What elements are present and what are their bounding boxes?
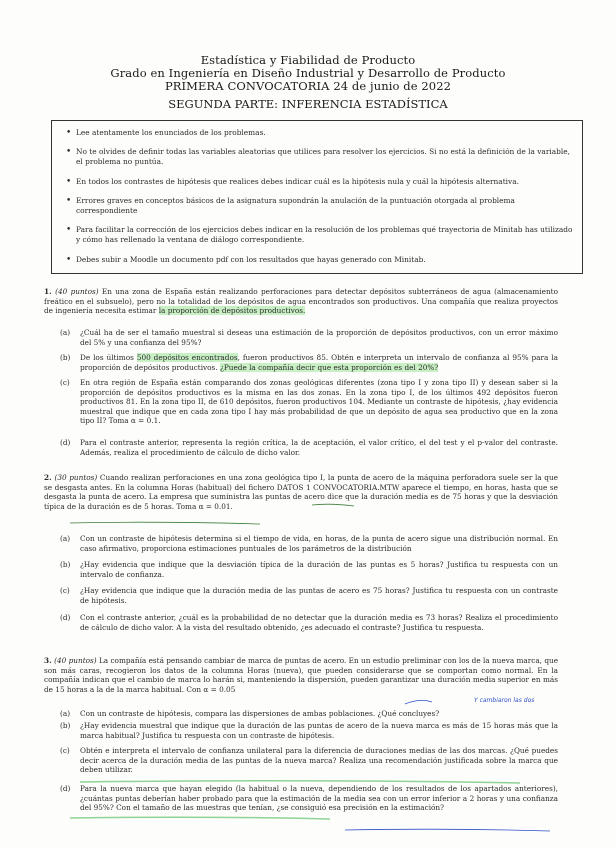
problem-number: 2.	[44, 473, 55, 482]
underline-mark	[70, 522, 260, 524]
underline-mark	[312, 504, 354, 506]
section-title: SEGUNDA PARTE: INFERENCIA ESTADÍSTICA	[168, 97, 448, 111]
problem-statement: La compañía está pensando cambiar de marca de puntas de acero. En un estudio preliminar con los de la nueva marca, que son más caras, recogieron los datos de la columna Horas (nueva), que pueden considerarse que se comportan como normal. En la compañía indican que el cambio de marca lo harán si, manteniendo la dispersión, pueden garantizar una duración media superior en más de 15 horas a la de la marca habitual. Con α = 0.05	[44, 656, 559, 694]
problem-1-part-b: (b) De los últimos 500 depósitos encontrados, fueron productivos 85. Obtén e interpreta un intervalo de confianza al 95% para la proporción de depósitos productivos. ¿Puede la compañía decir que esta proporción es del 20%?	[60, 353, 558, 372]
highlight-mark	[80, 781, 520, 783]
problem-2-part-b: (b) ¿Hay evidencia que indique que la desviación típica de la duración de las puntas es 5 horas? Justifica tu respuesta con un intervalo de confianza.	[60, 560, 558, 579]
problem-1-part-c: (c) En otra región de España están comparando dos zonas geológicas diferentes (zona tipo I y zona tipo II) y desean saber si la proporción de depósitos productivos es la misma en las dos zonas. En la zona tipo I, de los últimos 492 depósitos fueron productivos 81. En la zona tipo II, de 610 depósitos, fueron productivos 104. Mediante un contraste de hipótesis, ¿hay evidencia muestral que indique que en cada zona tipo I hay más probabilidad de que un depósito de agua sea productivo que en la zona tipo II? Toma α = 0.1.	[60, 378, 558, 426]
problem-number: 1.	[44, 287, 56, 296]
problem-3-part-d: (d) Para la nueva marca que hayan elegido (la habitual o la nueva, dependiendo de los resultados de los apartados anteriores), ¿cuántas puntas deberían haber probado para que la estimación de la media sea con un error inferior a 2 horas y una confianza del 95%? Con el tamaño de las muestras que tenían, ¿se consiguió esa precisión en la estimación?	[60, 784, 558, 813]
instruction-item: • Lee atentamente los enunciados de los problemas.	[66, 128, 266, 138]
bullet-icon: •	[66, 196, 72, 206]
instruction-item: • No te olvides de definir todas las variables aleatorias que utilices para resolver los ejercicios. Si no está la definición de la variable, el problema no puntúa.	[66, 147, 570, 166]
problem-statement: Cuando realizan perforaciones en una zona geológica tipo I, la punta de acero de la máquina perforadora suele ser la que se desgasta antes. En la columna Horas (habitual) del fichero DATOS 1 CONVOCATORIA.MTW aparece el tiempo, en horas, hasta que se desgasta la punta de acero. La empresa que suministra las puntas de acero dice que la duración media es de 75 horas y que la desviación típica de la duración es de 5 horas. Toma α = 0.01.	[44, 473, 558, 511]
bullet-icon: •	[66, 128, 72, 138]
bullet-icon: •	[66, 255, 72, 265]
problem-1-part-d: (d) Para el contraste anterior, representa la región crítica, la de aceptación, el valor crítico, el del test y el p-valor del contraste. Además, realiza el procedimiento de cálculo de dicho valor.	[60, 438, 558, 457]
exam-session: PRIMERA CONVOCATORIA 24 de junio de 2022	[164, 79, 452, 93]
instruction-item: • Errores graves en conceptos básicos de la asignatura supondrán la anulación de la puntuación otorgada al problema correspondiente	[66, 196, 515, 215]
pen-mark	[345, 829, 550, 831]
instruction-item: • En todos los contrastes de hipótesis que realices debes indicar cuál es la hipótesis nula y cuál la hipótesis alternativa.	[66, 177, 519, 187]
bullet-icon: •	[66, 177, 72, 187]
highlight-mark	[70, 817, 330, 819]
pen-mark	[405, 700, 432, 704]
highlighted-text: la proporción de depósitos productivos.	[158, 306, 306, 316]
instruction-item: • Debes subir a Moodle un documento pdf con los resultados que hayas generado con Minitab.	[66, 255, 426, 265]
handwritten-note: Y cambiaron las dos	[474, 697, 535, 704]
course-title: Estadística y Fiabilidad de Producto	[200, 53, 416, 67]
problem-number: 3.	[44, 656, 55, 665]
problem-2-part-c: (c) ¿Hay evidencia que indique que la duración media de las puntas de acero es 75 horas? Justifica tu respuesta con un contraste de hipótesis.	[60, 586, 558, 605]
problem-2-part-d: (d) Con el contraste anterior, ¿cuál es la probabilidad de no detectar que la duración media es 73 horas? Realiza el procedimiento de cálculo de dicho valor. A la vista del resultado obtenido, ¿es adecuado el contraste? Justifica tu respuesta.	[60, 613, 558, 632]
degree-title: Grado en Ingeniería en Diseño Industrial y Desarrollo de Producto	[110, 66, 506, 80]
problem-3-part-a: (a) Con un contraste de hipótesis, compara las dispersiones de ambas poblaciones. ¿Qué concluyes?	[60, 709, 440, 718]
problem-points: (40 puntos)	[55, 287, 99, 296]
bullet-icon: •	[66, 225, 72, 235]
problem-2-part-a: (a) Con un contraste de hipótesis determina si el tiempo de vida, en horas, de la punta de acero sigue una distribución normal. En caso afirmativo, proporciona estimaciones puntuales de los parámetros de la distribución	[60, 534, 558, 553]
problem-1-part-a: (a) ¿Cuál ha de ser el tamaño muestral si deseas una estimación de la proporción de depósitos productivos, con un error máximo del 5% y una confianza del 95%?	[60, 328, 558, 347]
bullet-icon: •	[66, 147, 72, 157]
highlighted-text: ¿Puede la compañía decir que esta proporción es del 20%?	[219, 362, 439, 372]
problem-points: (30 puntos)	[54, 473, 98, 482]
problem-3-part-b: (b) ¿Hay evidencia muestral que indique que la duración de las puntas de acero de la nueva marca es más de 15 horas más que la marca habitual? Justifica tu respuesta con un contraste de hipótesis.	[60, 721, 558, 740]
highlighted-text: 500 depósitos encontrados	[136, 353, 238, 362]
problem-statement: En una zona de España están realizando perforaciones para detectar depósitos subterráneos de agua (almacenamiento freático en el subsuelo), pero no la totalidad de los depósitos de agua encontrados son productivos. Una compañía que realiza proyectos de ingeniería necesita estimar	[44, 287, 558, 316]
problem-points: (40 puntos)	[54, 656, 97, 665]
problem-3-part-c: (c) Obtén e interpreta el intervalo de confianza unilateral para la diferencia de duraciones medias de las dos marcas. ¿Qué puedes decir acerca de la duración media de las puntas de la nueva marca? Realiza una recomendación justificada sobre la marca que deben utilizar.	[60, 746, 558, 775]
instruction-item: • Para facilitar la corrección de los ejercicios debes indicar en la resolución de los problemas qué trayectoria de Minitab has utilizado y cómo has rellenado la ventana de diálogo correspondiente.	[66, 225, 573, 244]
